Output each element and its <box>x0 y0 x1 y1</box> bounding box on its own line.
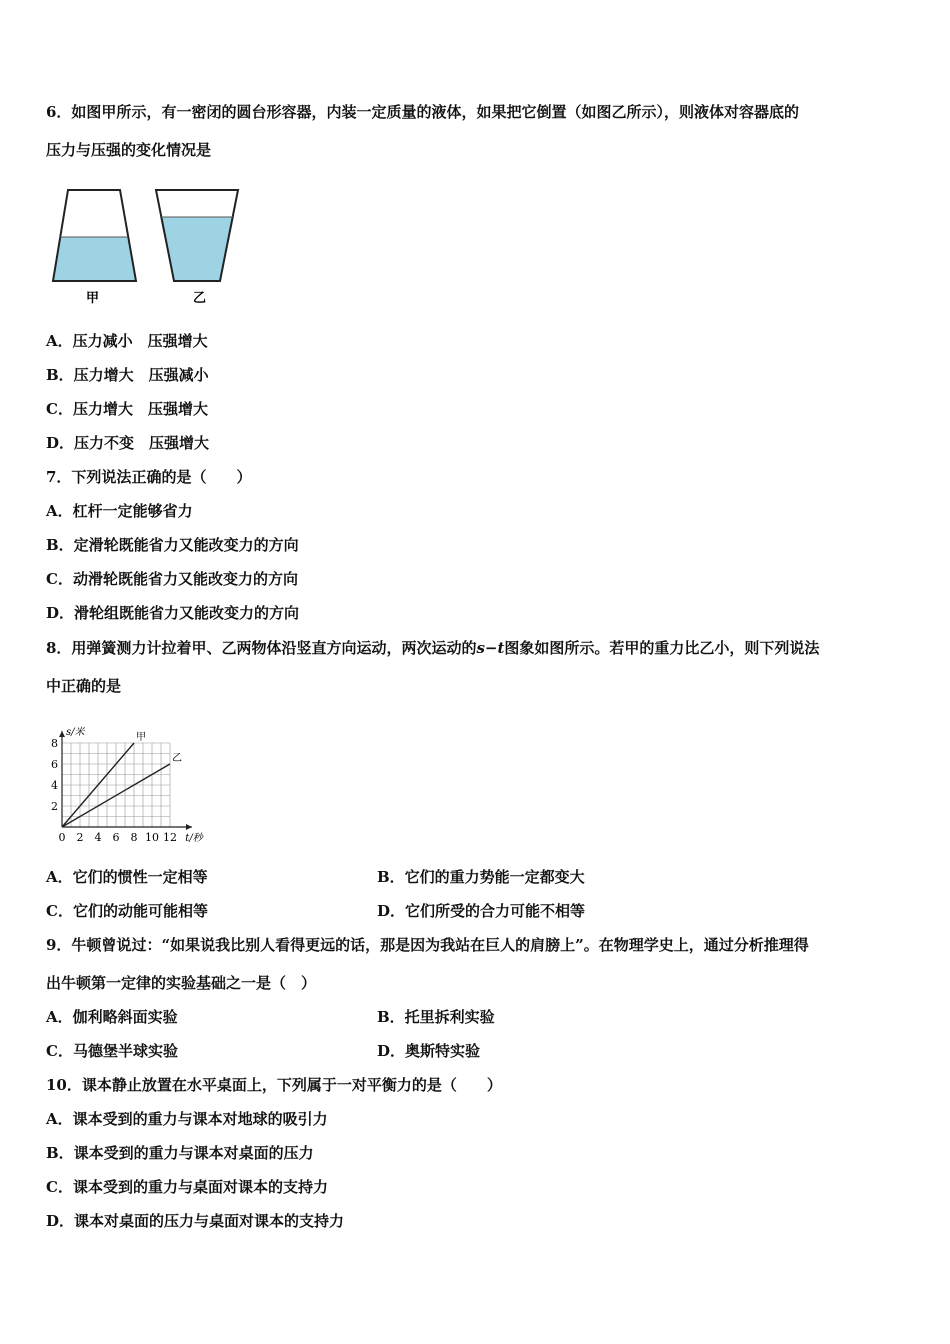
x-tick-label: 10 <box>145 831 159 844</box>
series-label-0: 甲 <box>136 732 146 743</box>
x-tick-label: 4 <box>94 831 102 844</box>
q8-option-b: B．它们的重力势能一定都变大 <box>377 868 585 886</box>
x-tick-label: 12 <box>163 831 177 844</box>
q8-option-c: C．它们的动能可能相等 <box>46 902 208 920</box>
q7-option-b: B．定滑轮既能省力又能改变力的方向 <box>46 536 299 554</box>
fig-label-b: 乙 <box>193 291 207 306</box>
q8-option-d: D．它们所受的合力可能不相等 <box>377 902 586 920</box>
q7-option-d: D．滑轮组既能省力又能改变力的方向 <box>46 604 300 622</box>
q9-stem-line1: 9．牛顿曾说过：“如果说我比别人看得更远的话，那是因为我站在巨人的肩膀上”。在物理学史上，通过分析推理得 <box>46 936 809 954</box>
x-tick-label: 0 <box>58 831 66 844</box>
y-axis-arrow <box>59 731 65 737</box>
y-tick-label: 8 <box>51 737 58 750</box>
q9-option-d: D．奥斯特实验 <box>377 1042 481 1060</box>
q7-stem: 7．下列说法正确的是（ ） <box>46 468 252 486</box>
q10-stem: 10．课本静止放置在水平桌面上，下列属于一对平衡力的是（ ） <box>46 1076 502 1094</box>
y-axis-label: s/米 <box>66 727 85 738</box>
fig-label-a: 甲 <box>86 291 100 306</box>
y-tick-label: 2 <box>51 800 58 813</box>
q8-stem-line2: 中正确的是 <box>46 677 122 695</box>
series-label-1: 乙 <box>172 753 182 764</box>
q6-option-d: D．压力不变 压强增大 <box>46 434 210 452</box>
y-tick-label: 6 <box>51 758 58 771</box>
q8-stem-post: 图象如图所示。若甲的重力比乙小，则下列说法 <box>504 639 820 657</box>
q8-stem-pre: 8．用弹簧测力计拉着甲、乙两物体沿竖直方向运动，两次运动的 <box>46 639 477 657</box>
q6-stem-line2: 压力与压强的变化情况是 <box>46 141 212 159</box>
q10-option-c: C．课本受到的重力与桌面对课本的支持力 <box>46 1178 328 1196</box>
q9-stem-line2: 出牛顿第一定律的实验基础之一是（ ） <box>46 974 317 992</box>
y-tick-label: 4 <box>51 779 58 792</box>
q6-option-c: C．压力增大 压强增大 <box>46 400 208 418</box>
q6-option-a: A．压力减小 压强增大 <box>46 332 208 350</box>
q7-option-c: C．动滑轮既能省力又能改变力的方向 <box>46 570 298 588</box>
q6-option-b: B．压力增大 压强减小 <box>46 366 209 384</box>
q6-container-figure <box>50 185 250 313</box>
container-a-liquid <box>53 237 136 281</box>
q10-option-d: D．课本对桌面的压力与桌面对课本的支持力 <box>46 1212 345 1230</box>
q7-option-a: A．杠杆一定能够省力 <box>46 502 193 520</box>
q8-stem-var: s−t <box>476 639 505 657</box>
x-tick-label: 8 <box>130 831 138 844</box>
q8-option-a: A．它们的惯性一定相等 <box>46 868 208 886</box>
x-tick-label: 2 <box>76 831 84 844</box>
q8-s-t-chart <box>36 716 211 851</box>
x-tick-label: 6 <box>112 831 120 844</box>
x-axis-arrow <box>186 824 192 830</box>
q6-stem-line1: 6．如图甲所示，有一密闭的圆台形容器，内装一定质量的液体，如果把它倒置（如图乙所示），则液体对容器底的 <box>46 103 799 121</box>
q10-option-b: B．课本受到的重力与课本对桌面的压力 <box>46 1144 314 1162</box>
q9-option-b: B．托里拆利实验 <box>377 1008 495 1026</box>
q9-option-a: A．伽利略斜面实验 <box>46 1008 178 1026</box>
q9-option-c: C．马德堡半球实验 <box>46 1042 178 1060</box>
q8-stem-line1 <box>46 638 819 658</box>
x-axis-label: t/秒 <box>185 833 203 844</box>
q10-option-a: A．课本受到的重力与课本对地球的吸引力 <box>46 1110 328 1128</box>
